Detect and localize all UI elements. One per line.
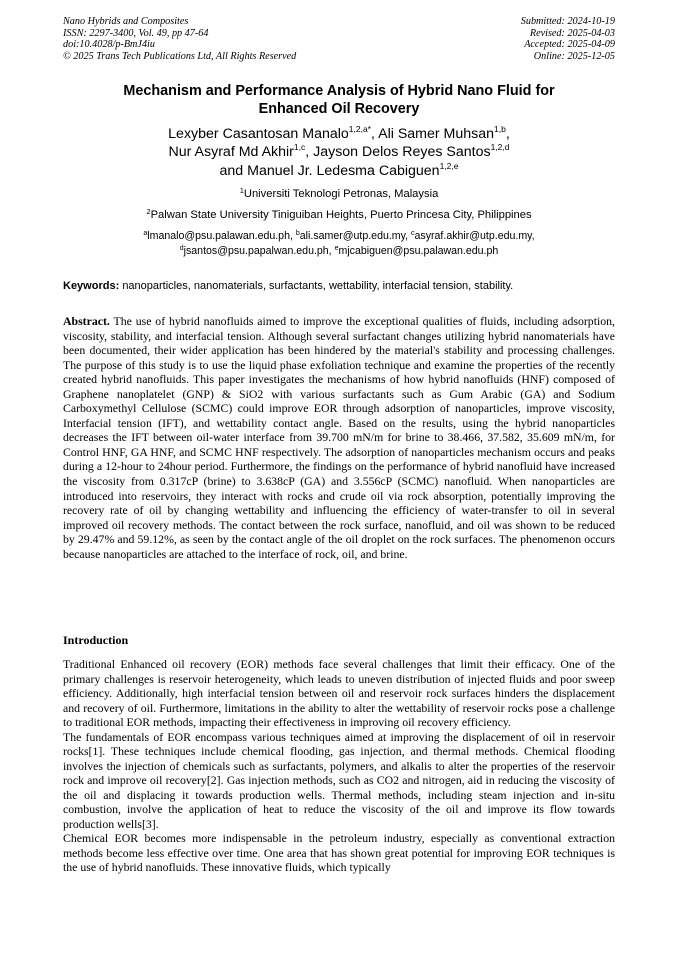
author-affiliation-mark: 1,2,e bbox=[439, 160, 459, 171]
author-emails bbox=[63, 229, 615, 258]
author-line-2: Nur Asyraf Md Akhir$^{1,c}$, Jayson Delos Reyes Santos$^{1,2,d}$ bbox=[168, 142, 510, 161]
email-line-1 bbox=[63, 229, 615, 244]
paragraph: The fundamentals of EOR encompass various techniques aimed at improving the displacement of oil in reservoir rocks[1]. These techniques include chemical flooding, gas injection, and thermal methods. Chemical flooding involves the injection of chemicals such as surfactants, polymers, and alkalis to alter the properties of the reservoir rock and improve oil recovery[2]. Gas injection methods, such as CO2 and nitrogen, aid in reducing the viscosity of the oil and displacing it towards production wells. Thermal methods, including steam injection and in-situ combustion, involve the application of heat to reduce the viscosity of the oil and improve its flow towards production wells[3]. bbox=[63, 729, 615, 831]
section-heading-introduction: Introduction bbox=[63, 633, 129, 647]
paragraph: Chemical EOR becomes more indispensable in the petroleum industry, especially as conventional extraction methods become less effective over time. One area that has shown great potential for improving EOR techniques is the use of hybrid nanofluids. These innovative fluids, which typically bbox=[63, 831, 615, 874]
keywords bbox=[63, 279, 615, 293]
keywords-label: Keywords: bbox=[63, 280, 120, 292]
affiliation-text: Universiti Teknologi Petronas, Malaysia bbox=[243, 188, 439, 200]
publication-dates bbox=[521, 16, 615, 62]
email-mark: a bbox=[143, 230, 148, 237]
email-mark: d bbox=[179, 244, 184, 252]
email-mark: e bbox=[334, 244, 339, 252]
email-link[interactable]: lmanalo@psu.palawan.edu.ph, bbox=[147, 230, 293, 242]
affiliation-text: Palwan State University Tiniguiban Heights, Puerto Princesa City, Philippines bbox=[150, 209, 532, 221]
author-name: Jayson Delos Reyes Santos bbox=[313, 144, 491, 161]
author-affiliation-mark: 1,c bbox=[293, 142, 306, 153]
email-mark: b bbox=[295, 230, 300, 237]
copyright: © 2025 Trans Tech Publications Ltd, All Rights Reserved bbox=[63, 50, 297, 62]
introduction-body bbox=[63, 657, 615, 875]
journal-name: Nano Hybrids and Composites bbox=[63, 16, 189, 27]
email-link[interactable]: jsantos@psu.papalwan.edu.ph, bbox=[183, 244, 332, 257]
paper-title bbox=[63, 82, 615, 118]
affiliation-mark: 1 bbox=[239, 186, 244, 195]
email-mark: c bbox=[411, 230, 415, 237]
title-line-2: Enhanced Oil Recovery bbox=[258, 101, 420, 117]
affiliation-1 bbox=[63, 187, 615, 201]
author-line-3 bbox=[63, 162, 615, 180]
submitted-date: Submitted: 2024-10-19 bbox=[520, 16, 615, 27]
abstract bbox=[63, 314, 615, 561]
paragraph: Traditional Enhanced oil recovery (EOR) methods face several challenges that limit their efficacy. One of the primary challenges is reservoir heterogeneity, which leads to uneven distribution of injected fluids and poor sweep efficiency. Additionally, high interfacial tension between oil and reservoir rock surfaces hinders the displacement and recovery of oil. Furthermore, limitations in the ability to alter the wettability of reservoir rocks pose a challenge to traditional EOR methods, impacting their effectiveness in improving oil recovery efficiency. bbox=[63, 657, 615, 729]
online-date: Online: 2025-12-05 bbox=[533, 50, 615, 62]
keywords-text: nanoparticles, nanomaterials, surfactants, wettability, interfacial tension, stability. bbox=[122, 280, 514, 292]
affiliation-2 bbox=[63, 208, 615, 222]
author-affiliation-mark: 1,2,d bbox=[490, 142, 510, 153]
author-name: Nur Asyraf Md Akhir bbox=[168, 144, 294, 161]
author-name: Lexyber Casantosan Manalo bbox=[168, 126, 349, 142]
author-conjunction: and bbox=[219, 162, 244, 179]
doi[interactable]: doi:10.4028/p-BmJ4iu bbox=[63, 39, 155, 51]
author-affiliation-mark: 1,b bbox=[494, 124, 506, 134]
email-line-2 bbox=[63, 244, 615, 259]
affiliation-mark: 2 bbox=[146, 207, 151, 216]
author-line-1: Lexyber Casantosan Manalo$^{1,2,a*}$, Ali Samer Muhsan$^{1,b}$, bbox=[168, 124, 510, 142]
email-link[interactable]: mjcabiguen@psu.palawan.edu.ph bbox=[338, 244, 499, 257]
author-name: Ali Samer Muhsan bbox=[378, 126, 495, 142]
journal-info bbox=[63, 16, 296, 62]
email-link[interactable]: ali.samer@utp.edu.my, bbox=[299, 230, 409, 242]
author-list bbox=[63, 125, 615, 180]
author-name: Manuel Jr. Ledesma Cabiguen bbox=[247, 162, 440, 179]
accepted-date: Accepted: 2025-04-09 bbox=[524, 39, 615, 51]
revised-date: Revised: 2025-04-03 bbox=[529, 27, 615, 39]
abstract-label: Abstract. bbox=[63, 314, 110, 328]
email-link[interactable]: asyraf.akhir@utp.edu.my, bbox=[414, 230, 535, 242]
author-affiliation-mark: 1,2,a* bbox=[348, 124, 371, 134]
title-line-1: Mechanism and Performance Analysis of Hybrid Nano Fluid for bbox=[123, 83, 555, 99]
abstract-text: The use of hybrid nanofluids aimed to improve the exceptional qualities of fluids, including adsorption, viscosity, stability, and interfacial tension. Although several surfactant changes utilizing hybrid nanomaterials have been documented, their wider application has been hindered by the material's stability and processing challenges. The purpose of this study is to use the liquid phase exfoliation technique and examine the properties of the recently created hybrid nanofluids. This paper investigates the mechanisms of how hybrid nanofluids (HNF) composed of Graphene nanoplatelet (GNP) & SiO2 with various surfactants such as Gum Arabic (GA) and Sodium Carboxymethyl Cellulose (SCMC) could improve EOR through adsorption of nanoparticles, improve viscosity, Interfacial tension (IFT), and wettability contact angle. Based on the results, using the hybrid nanoparticles decreases the IFT between oil-water interface from 39.700 mN/m for brine to 38.466, 37.582, 35.609 mN/m, for Control HNF, GA HNF, and SCMC HNF respectively. The adsorption of nanoparticles mechanism occurs and peaks during a 12-hour to 24hour period. Furthermore, the findings on the performance of hybrid nanofluid have increased the viscosity from 0.317cP (brine) to 3.638cP (GA) and 3.556cP (SCMC) nanofluid. When nanoparticles are introduced into reservoirs, they interact with rocks and crude oil via rock absorption, potentially improving the recovery rate of oil by changing wettability and influencing the efficiency of water-transfer to oil in several improved oil recovery methods. The contact between the rock surface, nanofluid, and oil was shown to be reduced by 29.47% and 59.12%, as seen by the contact angle of the oil droplet on the rock surfaces. The phenomenon occurs because nanoparticles are attached to the interface of rock, oil, and brine. bbox=[63, 314, 615, 561]
issn-volume: ISSN: 2297-3400, Vol. 49, pp 47-64 bbox=[63, 27, 209, 39]
